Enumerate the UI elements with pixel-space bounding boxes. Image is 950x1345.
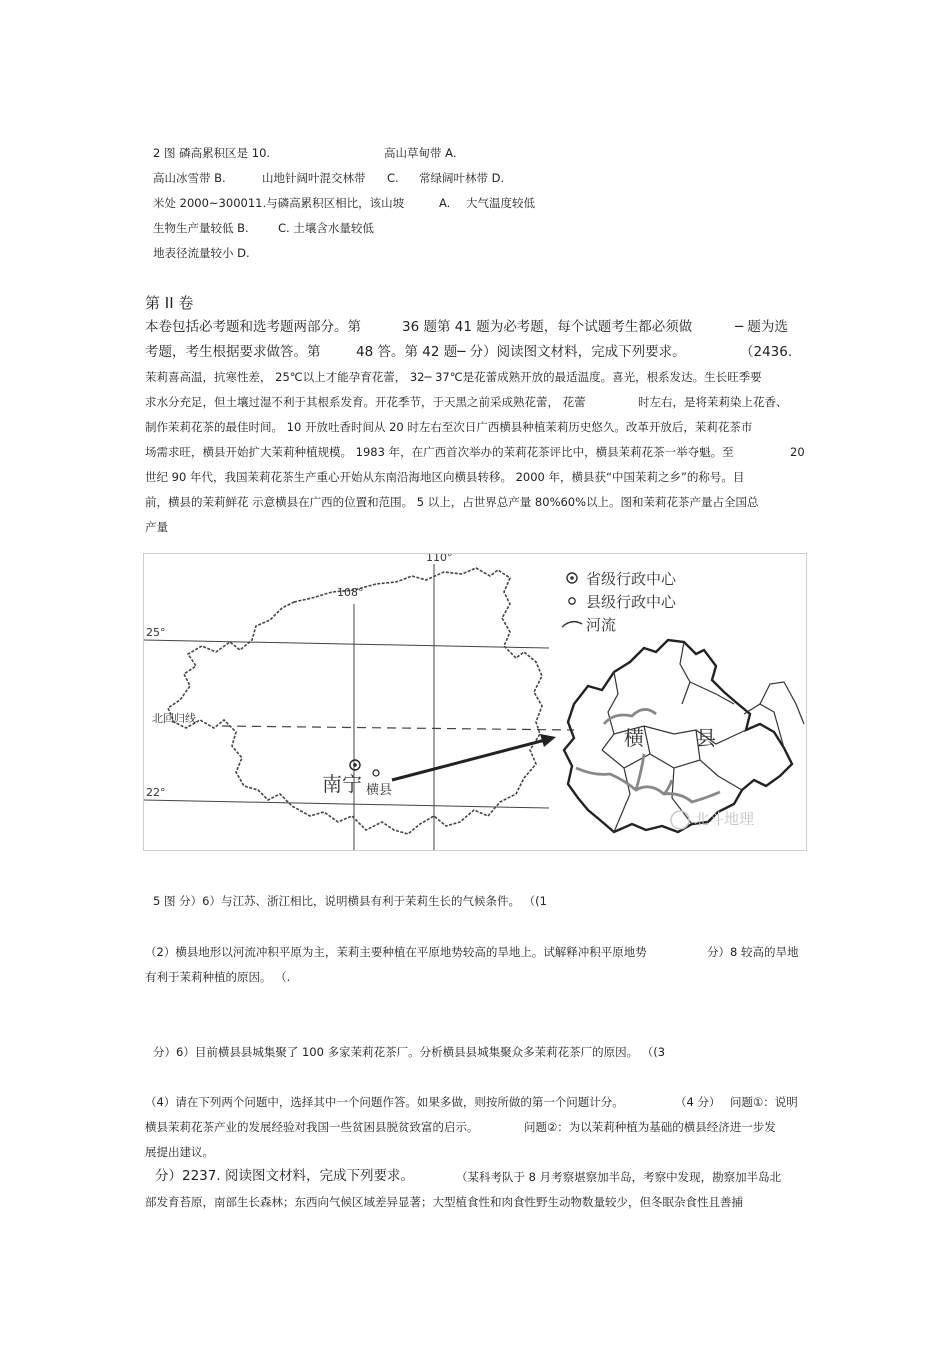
mc-line-1b: 高山草甸带 A.: [384, 146, 457, 160]
question-4e: 问题②：为以茉莉种植为基础的横县经济进一步发: [524, 1120, 776, 1134]
section-heading: 第 II 卷: [145, 294, 194, 312]
label-nanning: 南宁: [322, 772, 362, 796]
question-next-a: 分）2237. 阅读图文材料，完成下列要求。: [155, 1168, 414, 1184]
mc-line-3a: 米处 2000~300011.与磷高累积区相比，该山坡: [153, 196, 405, 210]
legend-river: 河流: [586, 616, 617, 634]
label-xian: 县: [696, 726, 716, 750]
mc-line-2a: 高山冰雪带 B.: [153, 171, 226, 185]
passage-line-5: 世纪 90 年代，我国茉莉花茶生产重心开始从东南沿海地区向横县转移。 2000 年，横县获“中国茉莉之乡”的称号。目: [145, 470, 745, 484]
mc-line-5: 地表径流量较小 D.: [153, 246, 250, 260]
legend-county-icon: [569, 598, 575, 604]
location-map: [143, 553, 807, 851]
label-hengxian-small: 横县: [366, 783, 393, 798]
question-2b: 分）8 较高的旱地: [707, 945, 799, 959]
intro-line-1b: 36 题第 41 题为必考题，每个试题考生都必须做: [402, 319, 693, 335]
label-110: 110°: [426, 553, 453, 564]
passage-line-4b: 20: [790, 445, 805, 459]
intro-line-2a: 考题，考生根据要求做答。第: [145, 344, 321, 360]
mc-line-2c: C.: [387, 171, 399, 185]
mc-line-3c: 大气温度较低: [466, 196, 535, 210]
label-108: 108°: [337, 586, 364, 599]
passage-line-7: 产量: [145, 520, 168, 534]
label-tropic: 北回归线: [152, 712, 196, 725]
legend-county: 县级行政中心: [586, 593, 677, 611]
mc-line-2b: 山地针阔叶混交林带: [262, 171, 366, 185]
intro-line-1c: ─ 题为选: [735, 319, 788, 335]
passage-line-4a: 场需求旺，横县开始扩大茉莉种植规模。 1983 年，在广西首次举办的茉莉花茶评比中，横县茉莉花茶一举夺魁。至: [145, 445, 734, 459]
map-graphic: [144, 554, 806, 850]
mc-line-4a: 生物生产量较低 B.: [153, 221, 249, 235]
tropic-of-cancer: [222, 726, 574, 730]
question-3: 分）6）目前横县县城集聚了 100 多家茉莉花茶厂。分析横县县城集聚众多茉莉花茶厂的原因。 （(3: [153, 1045, 666, 1059]
watermark-text: 北斗地理: [694, 810, 755, 828]
pointer-arrowhead: [540, 734, 556, 747]
mc-line-2d: 常绿阔叶林带 D.: [419, 171, 505, 185]
parallel-22: [144, 800, 549, 808]
pointer-arrow: [392, 739, 549, 780]
question-next-c: 部发育苔原，南部生长森林；东西向气候区域差异显著；大型植食性和肉食性野生动物数量较少，但冬眠杂食性且善捕: [145, 1195, 743, 1209]
question-4d: 横县茉莉花茶产业的发展经验对我国一些贫困县脱贫致富的启示。: [145, 1120, 479, 1134]
question-next-b: （某科考队于 8 月考察堪察加半岛，考察中发现，勘察加半岛北: [456, 1170, 782, 1184]
passage-line-3: 制作茉莉花茶的最佳时间。 10 开放吐香时间从 20 时左右至次日广西横县种植茉莉历史悠久。改革开放后，茉莉花茶市: [145, 420, 753, 434]
passage-line-2b: 时左右，是将茉莉染上花香、: [638, 395, 788, 409]
label-22: 22°: [146, 786, 166, 799]
passage-line-2a: 求水分充足，但土壤过湿不利于其根系发育。开花季节，于天黑之前采成熟花蕾， 花蕾: [145, 395, 586, 409]
intro-line-1a: 本卷包括必考题和选考题两部分。第: [145, 319, 361, 335]
question-2c: 有利于茉莉种植的原因。 （.: [145, 970, 291, 984]
passage-line-6: 前，横县的茉莉鲜花 示意横县在广西的位置和范围。 5 以上，占世界总产量 80%60%以上。图和茉莉花茶产量占全国总: [145, 495, 759, 509]
mc-line-3b: A.: [439, 196, 451, 210]
question-4a: （4）请在下列两个问题中，选择其中一个问题作答。如果多做，则按所做的第一个问题计分。: [145, 1095, 624, 1109]
question-4f: 展提出建议。: [145, 1145, 214, 1159]
question-1: 5 图 分）6）与江苏、浙江相比，说明横县有利于茉莉生长的气候条件。 （(1: [153, 894, 547, 908]
question-4c: 问题①：说明: [730, 1095, 798, 1109]
label-heng: 横: [624, 726, 644, 750]
question-4b: （4 分）: [675, 1095, 721, 1109]
legend-river-icon: [562, 622, 582, 627]
question-2a: （2）横县地形以河流冲积平原为主，茉莉主要种植在平原地势较高的旱地上。试解释冲积平原地势: [145, 945, 647, 959]
watermark-icon: [671, 811, 689, 829]
intro-line-2c: （2436.: [740, 344, 793, 360]
label-25: 25°: [146, 626, 166, 639]
mc-line-4b: C. 土壤含水量较低: [278, 221, 374, 235]
passage-line-1: 茉莉喜高温，抗寒性差， 25℃以上才能孕育花蕾， 32─ 37℃是花蕾成熟开放的最适温度。喜光，根系发达。生长旺季要: [145, 370, 762, 384]
hengxian-outline: [564, 640, 792, 832]
hengxian-symbol: [373, 770, 379, 776]
legend-provincial: 省级行政中心: [586, 570, 677, 588]
mc-line-1a: 2 图 磷高累积区是 10.: [153, 146, 271, 160]
intro-line-2b: 48 答。第 42 题─ 分）阅读图文材料，完成下列要求。: [356, 344, 686, 360]
